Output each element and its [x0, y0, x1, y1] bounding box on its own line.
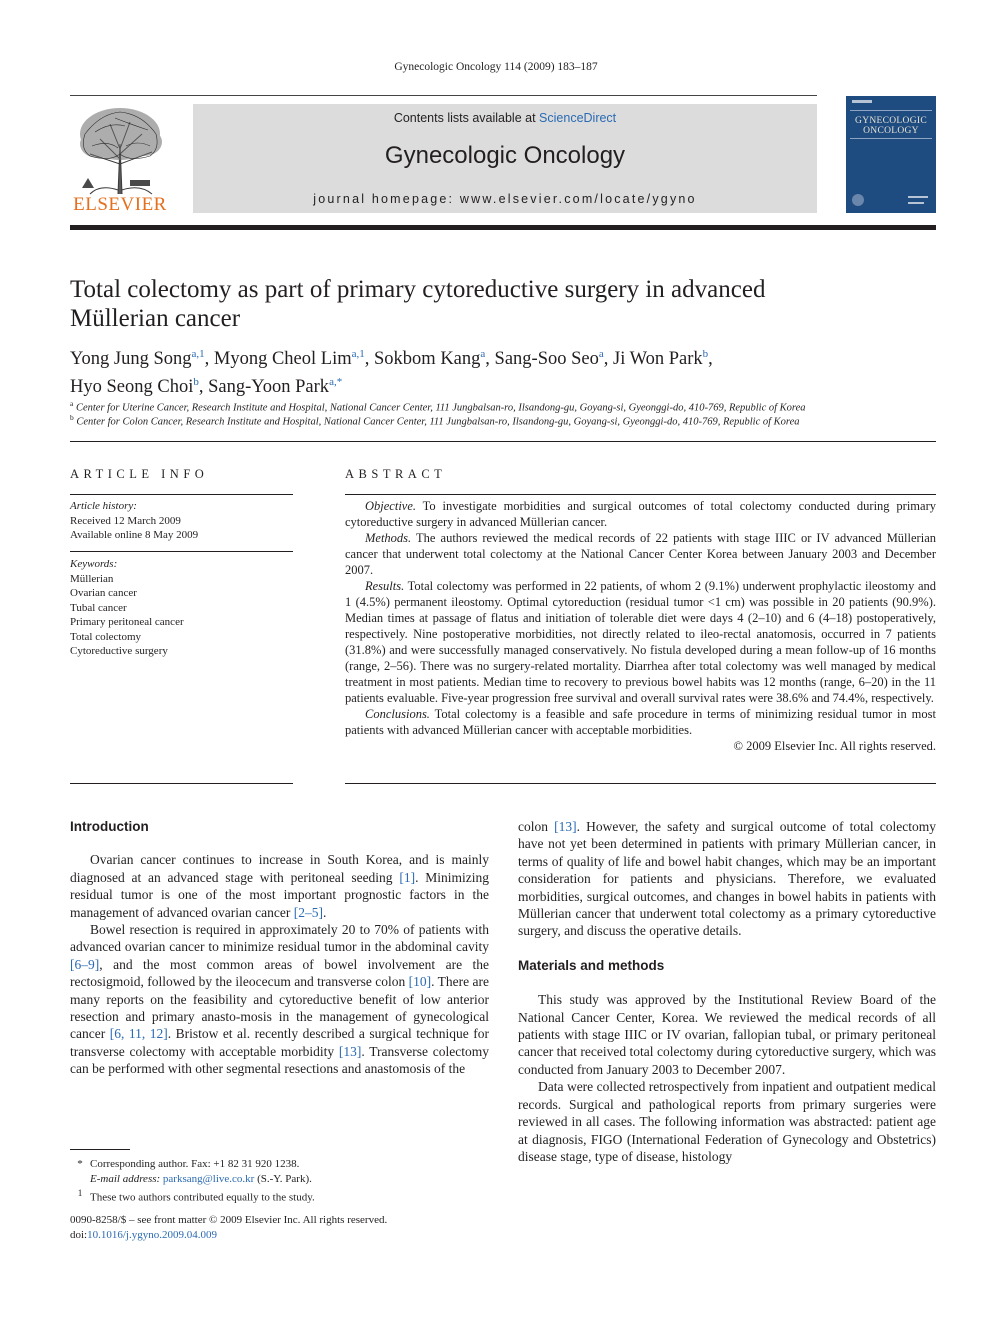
footnote-corresponding: * Corresponding author. Fax: +1 82 31 920 1238.	[77, 1158, 300, 1170]
footnotes	[70, 1157, 489, 1205]
introduction-heading: Introduction	[70, 819, 149, 834]
author-affil-mark[interactable]: b	[193, 376, 199, 389]
methods-paragraph-1: This study was approved by the Institutional Review Board of the National Cancer Center, Korea. We reviewed the medical records of all patients with stage IIIC or IV ovarian, fallopian tubal, or primary peritoneal cancer that received total colectomy during cytoreductive surgery, which was conducted from January 2003 to December 2007.	[518, 992, 936, 1077]
body-right-column	[518, 818, 936, 1165]
article-title: Total colectomy as part of primary cytoreductive surgery in advanced Müllerian cancer	[70, 276, 766, 332]
affiliation-a: $^a$ Center for Uterine Cancer, Research Institute and Hospital, National Cancer Center, 111 Jungbalsan-ro, Ilsandong-gu, Goyang-si, Gyeonggi-do, 410-769, Republic of Korea	[70, 399, 806, 414]
footnote-rule	[70, 1149, 130, 1150]
abstract-text	[345, 498, 936, 754]
citation-ref[interactable]: [6, 11, 12]	[109, 1026, 168, 1042]
front-matter	[70, 1213, 489, 1243]
author: Sokbom Kang	[374, 349, 481, 370]
journal-citation: Gynecologic Oncology 114 (2009) 183–187	[394, 61, 598, 73]
author: Hyo Seong Choi	[70, 377, 194, 398]
journal-cover-thumbnail[interactable]	[846, 96, 936, 213]
author: Sang-Yoon Park	[208, 377, 330, 398]
journal-banner	[193, 104, 817, 213]
header-bottom-rule	[70, 225, 936, 230]
received-date: Received 12 March 2009	[70, 514, 181, 527]
citation-ref[interactable]: [2–5]	[293, 904, 324, 920]
author-affil-mark[interactable]: a,1	[351, 348, 365, 360]
right-paragraph-1: colon [13]. However, the safety and surgical outcome of total colectomy have not yet been determined in patients with primary Müllerian cancer, in terms of quality of life and bowel habit changes, which may be an important consideration for patients and physicians. Therefore, we evaluated morbidities, surgical outcomes, and changes in bowel habits in patients with Müllerian cancer that underwent total colectomy as a primary cytoreductive surgery, and discuss the operative details.	[518, 819, 936, 939]
author-affil-mark[interactable]: a	[598, 348, 604, 360]
article-history: Article history: Received 12 March 2009 Available online 8 May 2009	[70, 500, 199, 541]
author-affil-mark[interactable]: b	[702, 348, 709, 360]
elsevier-tree-icon	[70, 104, 170, 196]
contents-line	[193, 111, 817, 125]
intro-paragraph-1: Ovarian cancer continues to increase in South Korea, and is mainly diagnosed at an advanced stage with peritoneal seeding [1]. Minimizing residual tumor is one of the most important prognostic factors in the management of advanced ovarian cancer [2–5].	[70, 852, 489, 920]
contents-prefix: Contents lists available at	[393, 111, 536, 125]
cover-decoration-icon	[846, 96, 936, 213]
methods-heading: Materials and methods	[518, 957, 665, 973]
intro-paragraph-2: Bowel resection is required in approximately 20 to 70% of patients with advanced ovarian cancer to minimize residual tumor in the abdominal cavity [6–9], and the most common areas of bowel involvement are the rectosigmoid, followed by the ileocecum and transverse colon [10]. There are many reports on the feasibility and cytoreductive benefit of low anterior resection and primary anasto-mosis in the management of gynecological cancer [6, 11, 12]. Bristow et al. recently described a surgical technique for transverse colectomy with acceptable morbidity [13]. Transverse colectomy can be performed with other segmental resections and anastomosis of the	[70, 922, 490, 1077]
footnote-email: E-mail address: parksang@live.co.kr (S.-Y. Park).	[90, 1172, 312, 1185]
divider	[70, 551, 293, 552]
author-affil-mark[interactable]: a	[480, 348, 486, 360]
doi-line: doi:10.1016/j.ygyno.2009.04.009	[70, 1229, 217, 1241]
citation-ref[interactable]: [10]	[408, 974, 432, 990]
email-link[interactable]: parksang@live.co.kr	[162, 1172, 255, 1185]
footnote-equal-contribution: $^1$ These two authors contributed equally to the study.	[77, 1188, 315, 1204]
author-list: Yong Jung Song$^{a,1}$, Myong Cheol Lim$^{a,1}$, Sokbom Kang$^a$, Sang-Soo Seo$^a$, Ji Won Park$^b$, Hyo Seong Choi$^b$, Sang-Yoon Park$^{a,*}$	[70, 348, 713, 398]
keyword: Ovarian cancer	[70, 587, 137, 599]
citation-ref[interactable]: [13]	[554, 819, 577, 834]
divider	[70, 494, 293, 495]
abstract-results: Results. Total colectomy was performed in 22 patients, of whom 2 (9.1%) underwent prophylactic ileostomy and 1 (4.5%) permanent ileostomy. Optimal cytoreduction (residual tumor <1 cm) was possible in 20 patients (90.9%). Median times at passage of flatus and initiation of tolerable diet were days 4 (2–10) and 6 (4–18) postoperatively, respectively. Nine postoperative morbidities, not directly related to ileo-rectal anatomosis, occurred in 7 patients (31.8%) and were successfully managed conservatively. No fistula developed during a mean follow-up of 16 months (range, 2–56). There was no surgery-related mortality. Diarrhea after total colectomy was well managed by medical treatment in most patients. Median time to recovery to previous bowel habits was 12 months (range, 6–20) in the 11 patients evaluable. Five-year progression free survival and overall survival rates were 38.6% and 74.4%, respectively.	[345, 579, 936, 705]
abstract-objective: Objective. To investigate morbidities and surgical outcomes of total colectomy conducted during primary cytoreductive surgery in advanced Müllerian cancer.	[345, 499, 936, 529]
journal-homepage[interactable]: journal homepage: www.elsevier.com/locate/ygyno	[313, 192, 697, 206]
header-top-rule	[70, 95, 817, 96]
article-info-heading: ARTICLE INFO	[70, 467, 209, 481]
abstract-copyright: © 2009 Elsevier Inc. All rights reserved.	[733, 739, 936, 753]
body-left-column	[70, 818, 489, 1078]
keyword: Müllerian	[70, 572, 114, 585]
citation-ref[interactable]: [6–9]	[70, 956, 100, 972]
divider	[345, 494, 936, 495]
divider	[70, 441, 936, 442]
author-affil-mark[interactable]: a,*	[329, 376, 343, 389]
keyword: Total colectomy	[70, 630, 142, 643]
abstract-methods: Methods. The authors reviewed the medical records of 22 patients with stage IIIC or IV advanced Müllerian cancer that underwent total colectomy at the National Cancer Center Korea between January 2003 and December 2007.	[345, 531, 936, 577]
sciencedirect-link[interactable]: ScienceDirect	[539, 111, 617, 125]
divider	[70, 783, 293, 784]
author: Sang-Soo Seo	[494, 349, 599, 370]
keyword: Cytoreductive surgery	[70, 645, 168, 657]
cover-title: GYNECOLOGIC ONCOLOGY	[855, 116, 927, 136]
keywords: Keywords: Müllerian Ovarian cancer Tubal cancer Primary peritoneal cancer Total colectomy Cytoreductive surgery	[70, 558, 184, 657]
citation-ref[interactable]: [1]	[399, 869, 416, 885]
author-affil-mark[interactable]: a,1	[191, 348, 205, 360]
keyword: Tubal cancer	[70, 601, 127, 614]
keyword: Primary peritoneal cancer	[70, 616, 184, 628]
available-date: Available online 8 May 2009	[70, 529, 199, 541]
citation-ref[interactable]: [13]	[338, 1043, 362, 1059]
author: Ji Won Park	[613, 349, 703, 370]
doi-link[interactable]: 10.1016/j.ygyno.2009.04.009	[87, 1229, 217, 1241]
abstract-conclusions: Conclusions. Total colectomy is a feasible and safe procedure in terms of minimizing residual tumor in most patients with advanced Müllerian cancer with acceptable morbidities.	[345, 707, 936, 737]
affiliation-b: $^b$ Center for Colon Cancer, Research Institute and Hospital, National Cancer Center, 111 Jungbalsan-ro, Ilsandong-gu, Goyang-si, Gyeonggi-do, 410-769, Republic of Korea	[70, 413, 800, 428]
author: Myong Cheol Lim	[213, 349, 352, 370]
issn-line: 0090-8258/$ – see front matter © 2009 Elsevier Inc. All rights reserved.	[70, 1214, 388, 1226]
elsevier-logo[interactable]	[70, 104, 170, 216]
author: Yong Jung Song	[70, 349, 192, 370]
abstract-heading: ABSTRACT	[345, 467, 447, 481]
methods-paragraph-2: Data were collected retrospectively from inpatient and outpatient medical records. Surgical and pathological reports from primary surgeries were reviewed in all cases. The following information was abstracted: patient age at diagnosis, FIGO (International Federation of Gynecology and Obstetrics) disease stage, type of disease, histology	[518, 1079, 936, 1164]
elsevier-wordmark: ELSEVIER	[73, 194, 167, 215]
journal-name: Gynecologic Oncology	[384, 142, 626, 169]
divider	[345, 783, 936, 784]
